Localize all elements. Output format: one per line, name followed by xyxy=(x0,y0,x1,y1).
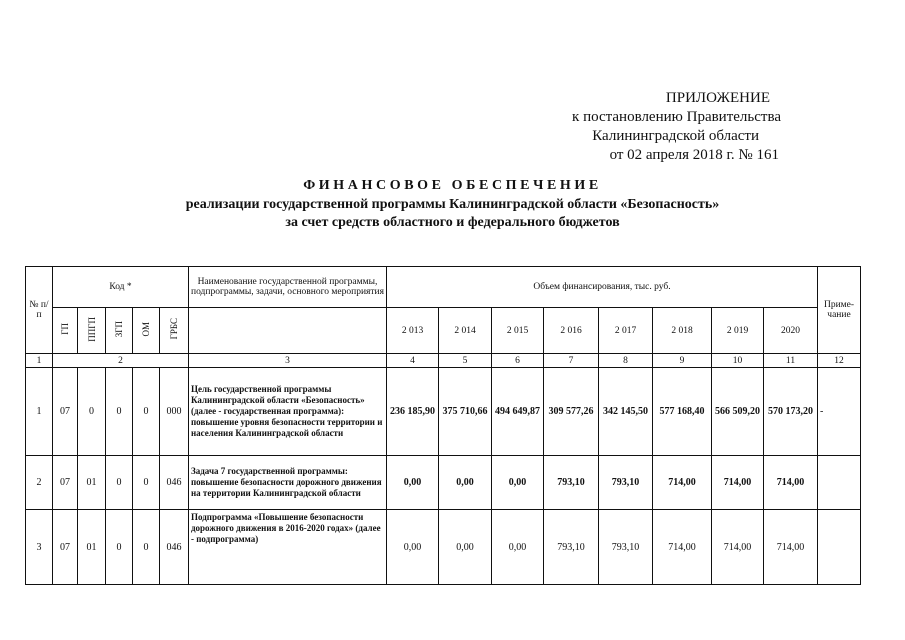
value-cell: 375 710,66 xyxy=(439,368,492,456)
year-header: 2020 xyxy=(764,308,818,354)
code-col-zgp: ЗГП xyxy=(106,308,133,354)
index-cell: 8 xyxy=(599,354,653,368)
header-num: № п/п xyxy=(26,267,53,354)
value-cell: 793,10 xyxy=(599,456,653,510)
value-cell: 577 168,40 xyxy=(653,368,712,456)
row-number: 3 xyxy=(26,510,53,585)
code-col-gp: ГП xyxy=(53,308,78,354)
value-cell: 570 173,20 xyxy=(764,368,818,456)
value-cell: 0,00 xyxy=(439,510,492,585)
value-cell: 309 577,26 xyxy=(544,368,599,456)
value-cell: 793,10 xyxy=(544,510,599,585)
table-row xyxy=(26,456,861,510)
name-subheader xyxy=(189,308,387,354)
code-cell: 07 xyxy=(53,510,78,585)
code-cell: 000 xyxy=(160,368,189,456)
value-cell: 0,00 xyxy=(387,510,439,585)
value-cell: 714,00 xyxy=(764,456,818,510)
appendix-line: к постановлению Правительства xyxy=(572,109,781,125)
value-cell: 0,00 xyxy=(492,456,544,510)
value-cell: 566 509,20 xyxy=(712,368,764,456)
document-subtitle: реализации государственной программы Калининградской области «Безопасность» xyxy=(185,197,720,212)
index-cell: 5 xyxy=(439,354,492,368)
value-cell: 342 145,50 xyxy=(599,368,653,456)
index-cell: 11 xyxy=(764,354,818,368)
row-name: Цель государственной программы Калининградской области «Безопасность» (далее - государственная программа): повышение уровня безопасности территории и населения Калининградской области xyxy=(189,368,387,456)
value-cell: 714,00 xyxy=(764,510,818,585)
value-cell: 236 185,90 xyxy=(387,368,439,456)
row-name: Подпрограмма «Повышение безопасности дорожного движения в 2016-2020 годах» (далее - подпрограмма) xyxy=(189,510,387,585)
table-row xyxy=(26,510,861,585)
code-col-grbs: ГРБС xyxy=(160,308,189,354)
code-cell: 0 xyxy=(106,510,133,585)
appendix-title: ПРИЛОЖЕНИЕ xyxy=(665,90,770,106)
appendix-date: от 02 апреля 2018 г. № 161 xyxy=(609,147,779,163)
row-number: 2 xyxy=(26,456,53,510)
index-row xyxy=(26,354,861,368)
financing-table xyxy=(25,266,861,585)
index-cell: 12 xyxy=(818,354,861,368)
note-cell: - xyxy=(818,368,861,456)
code-cell: 0 xyxy=(106,368,133,456)
note-cell xyxy=(818,456,861,510)
code-cell: 0 xyxy=(133,368,160,456)
code-cell: 046 xyxy=(160,510,189,585)
appendix-line: Калининградской области xyxy=(592,128,759,144)
row-name: Задача 7 государственной программы: повышение безопасности дорожного движения на территории Калининградской области xyxy=(189,456,387,510)
header-code: Код * xyxy=(53,267,189,308)
value-cell: 714,00 xyxy=(712,456,764,510)
code-col-ppgp: ППГП xyxy=(78,308,106,354)
year-header: 2 017 xyxy=(599,308,653,354)
code-col-om: ОМ xyxy=(133,308,160,354)
year-header: 2 019 xyxy=(712,308,764,354)
year-header: 2 015 xyxy=(492,308,544,354)
document-subtitle-2: за счет средств областного и федерального бюджетов xyxy=(285,215,620,230)
subheader-row xyxy=(26,308,861,354)
table-row xyxy=(26,368,861,456)
year-header: 2 013 xyxy=(387,308,439,354)
code-cell: 0 xyxy=(133,510,160,585)
header-name: Наименование государственной программы, подпрограммы, задачи, основного мероприятия xyxy=(189,267,387,308)
value-cell: 793,10 xyxy=(599,510,653,585)
code-cell: 07 xyxy=(53,368,78,456)
code-cell: 01 xyxy=(78,510,106,585)
index-cell: 9 xyxy=(653,354,712,368)
index-cell: 2 xyxy=(53,354,189,368)
year-header: 2 018 xyxy=(653,308,712,354)
value-cell: 793,10 xyxy=(544,456,599,510)
code-cell: 0 xyxy=(78,368,106,456)
year-header: 2 014 xyxy=(439,308,492,354)
code-cell: 01 xyxy=(78,456,106,510)
value-cell: 0,00 xyxy=(439,456,492,510)
header-row xyxy=(26,267,861,308)
value-cell: 0,00 xyxy=(387,456,439,510)
note-cell xyxy=(818,510,861,585)
header-note: Приме-чание xyxy=(818,267,861,354)
code-cell: 07 xyxy=(53,456,78,510)
index-cell: 4 xyxy=(387,354,439,368)
code-cell: 0 xyxy=(106,456,133,510)
code-cell: 046 xyxy=(160,456,189,510)
index-cell: 1 xyxy=(26,354,53,368)
year-header: 2 016 xyxy=(544,308,599,354)
header-volume: Объем финансирования, тыс. руб. xyxy=(387,267,818,308)
index-cell: 3 xyxy=(189,354,387,368)
row-number: 1 xyxy=(26,368,53,456)
value-cell: 714,00 xyxy=(712,510,764,585)
value-cell: 714,00 xyxy=(653,456,712,510)
value-cell: 714,00 xyxy=(653,510,712,585)
appendix-block xyxy=(572,89,787,165)
code-cell: 0 xyxy=(133,456,160,510)
value-cell: 494 649,87 xyxy=(492,368,544,456)
index-cell: 7 xyxy=(544,354,599,368)
index-cell: 10 xyxy=(712,354,764,368)
index-cell: 6 xyxy=(492,354,544,368)
document-title: ФИНАНСОВОЕ ОБЕСПЕЧЕНИЕ xyxy=(303,178,602,193)
value-cell: 0,00 xyxy=(492,510,544,585)
